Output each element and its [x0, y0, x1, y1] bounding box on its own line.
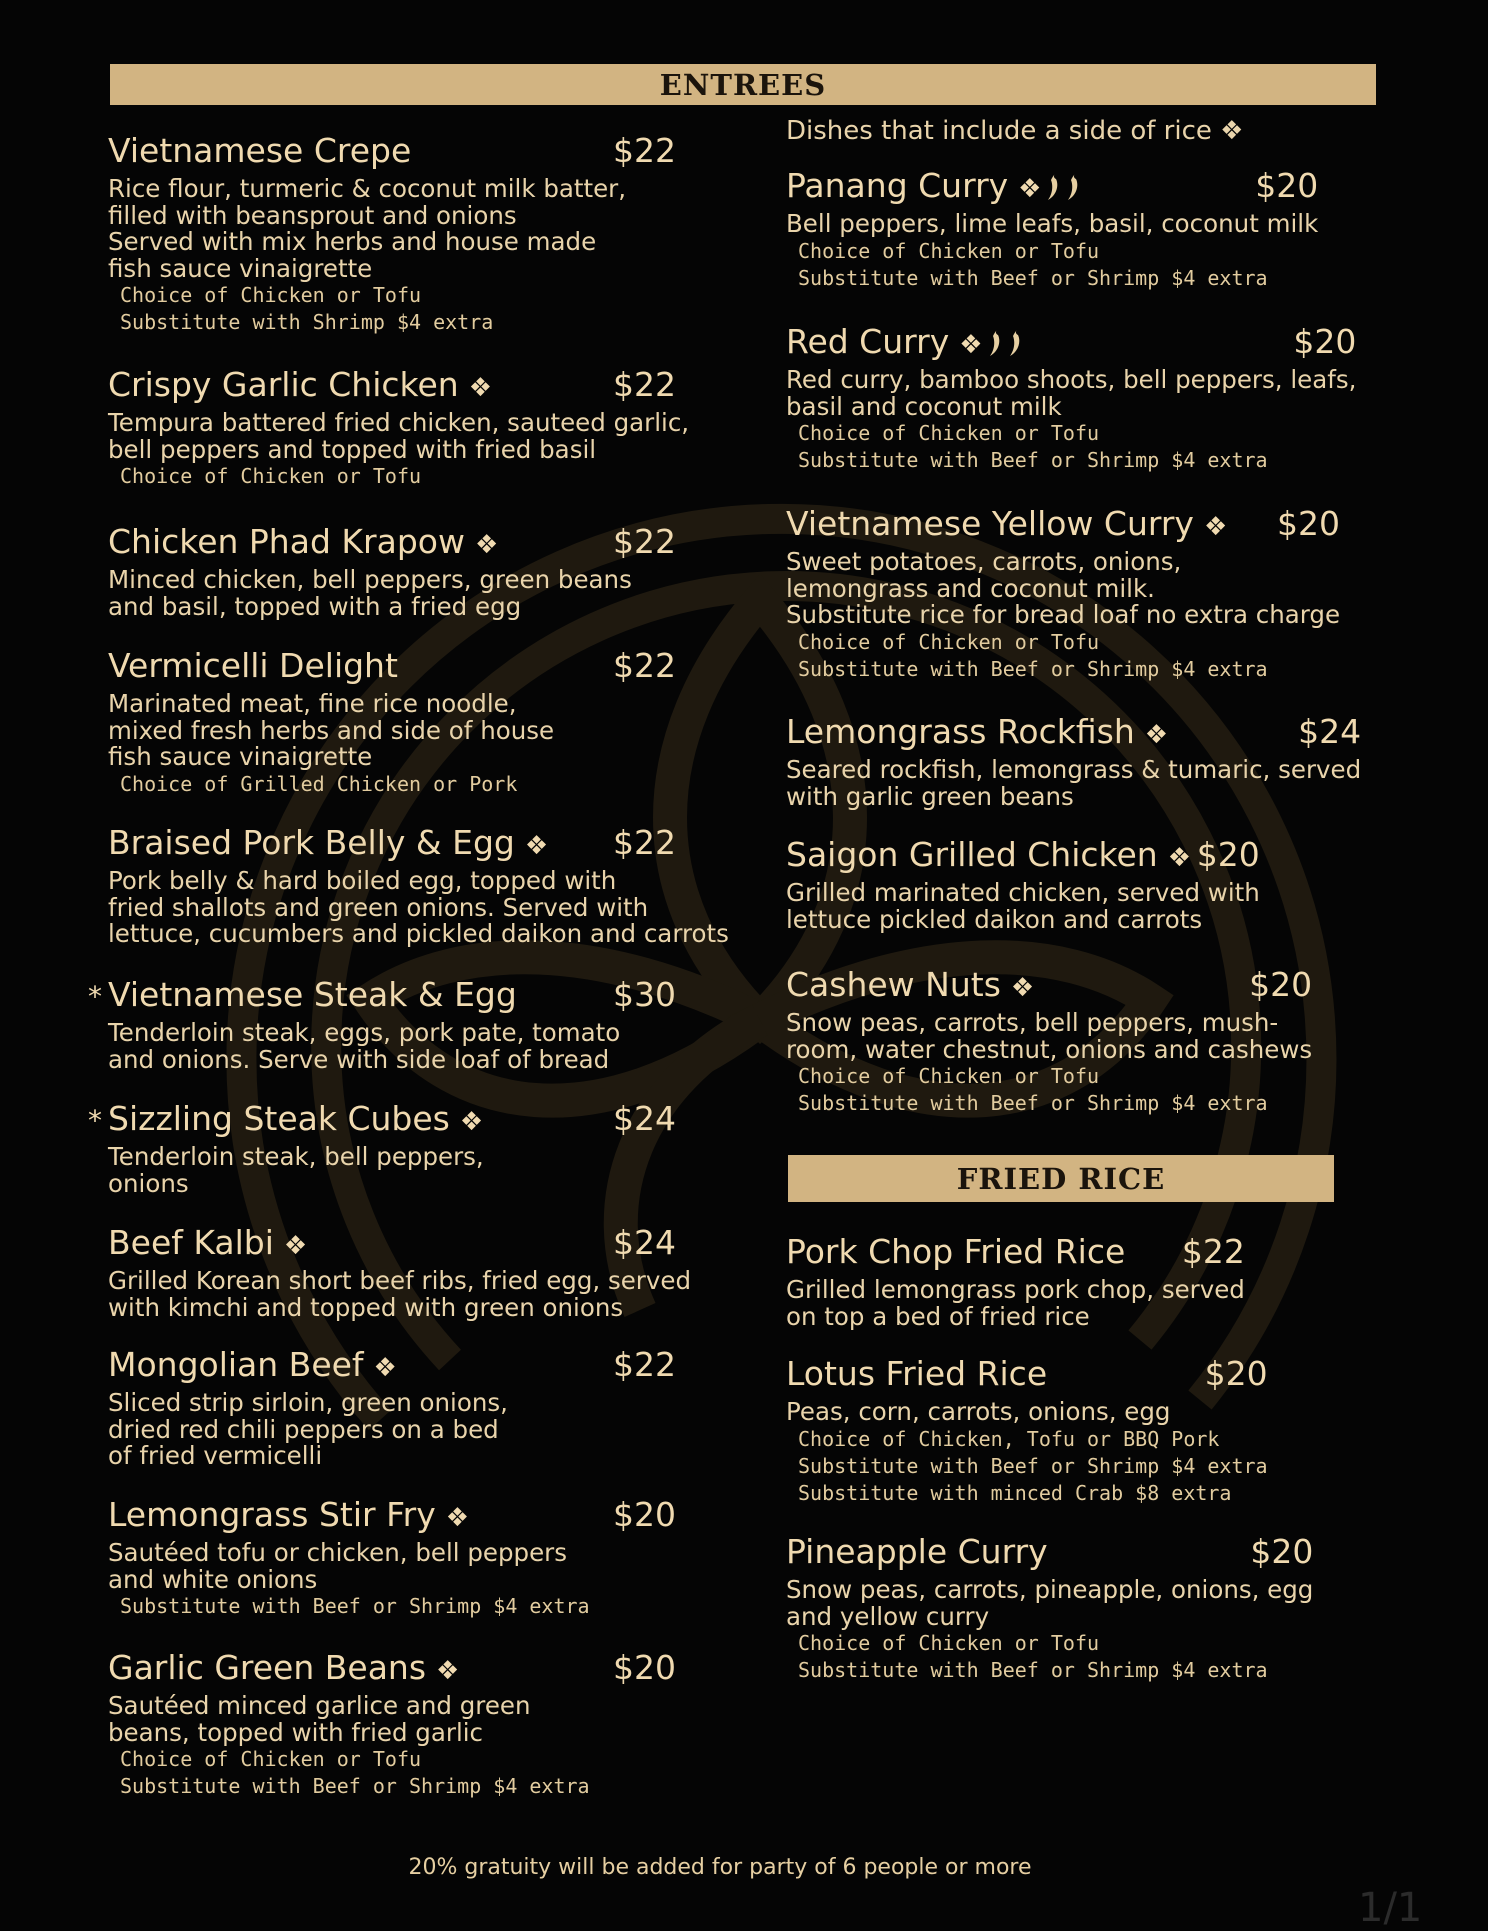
description-line: Red curry, bamboo shoots, bell peppers, leafs, [786, 365, 1357, 394]
menu-item-name-text: Lemongrass Rockfish [786, 712, 1135, 751]
menu-item-header [88, 974, 676, 1016]
menu-item-name [786, 322, 1023, 361]
menu-item-name [108, 1345, 397, 1384]
menu-item-name [786, 835, 1191, 874]
menu-item-header [786, 1353, 1268, 1395]
description-line: Substitute rice for bread loaf no extra charge [786, 600, 1341, 629]
description-line: fish sauce vinaigrette [108, 742, 373, 771]
menu-item-name-text: Mongolian Beef [108, 1345, 364, 1384]
description-line: Sweet potatoes, carrots, onions, [786, 547, 1182, 576]
menu-item-header [108, 1494, 676, 1536]
menu-item-option: Choice of Chicken or Tofu [120, 283, 422, 307]
menu-item-name [786, 166, 1081, 205]
chili-pepper-icon [1045, 165, 1061, 207]
menu-item-option: Choice of Chicken or Tofu [798, 1631, 1100, 1655]
menu-item [88, 974, 676, 1074]
menu-item-price: $22 [613, 522, 676, 561]
menu-item-price: $22 [613, 823, 676, 862]
description-line: Sliced strip sirloin, green onions, [108, 1388, 508, 1417]
menu-item-option: Substitute with Beef or Shrimp $4 extra [798, 1658, 1268, 1682]
description-line: with kimchi and topped with green onions [108, 1292, 624, 1322]
menu-item-header [786, 165, 1318, 207]
menu-item-name [786, 712, 1168, 751]
menu-item-price: $20 [1255, 166, 1319, 205]
menu-item-option: Substitute with Shrimp $4 extra [120, 310, 494, 334]
menu-item-option: Substitute with Beef or Shrimp $4 extra [798, 1453, 1268, 1478]
menu-item-description [786, 880, 1260, 933]
menu-item-name-text: Saigon Grilled Chicken [786, 835, 1158, 874]
description-line: Grilled marinated chicken, served with [786, 878, 1260, 907]
menu-item-price: $24 [1298, 712, 1362, 751]
description-line: Bell peppers, lime leafs, basil, coconut milk [786, 209, 1319, 238]
description-line: and yellow curry [786, 1601, 990, 1631]
menu-item-option: Substitute with Beef or Shrimp $4 extra [120, 1594, 590, 1618]
menu-item-name [108, 365, 492, 404]
menu-item-name [108, 1648, 459, 1687]
menu-item-option: Choice of Chicken or Tofu [798, 238, 1100, 263]
menu-item-header [786, 964, 1312, 1006]
description-line: and onions. Serve with side loaf of bread [108, 1044, 610, 1074]
description-line: Sautéed minced garlice and green [108, 1691, 531, 1720]
menu-item-name-text: Lemongrass Stir Fry [108, 1495, 436, 1534]
rice-side-note: Dishes that include a side of rice ❖ [786, 116, 1244, 146]
menu-item-price: $22 [613, 365, 676, 404]
description-line: Tenderloin steak, eggs, pork pate, tomato [108, 1018, 621, 1047]
description-line: Peas, corn, carrots, onions, egg [786, 1397, 1171, 1426]
description-line: Minced chicken, bell peppers, green beans [108, 565, 632, 594]
description-line: of fried vermicelli [108, 1441, 323, 1470]
menu-item-description [786, 1277, 1245, 1330]
description-line: Tenderloin steak, bell peppers, [108, 1142, 484, 1171]
menu-item-header [786, 1231, 1245, 1273]
description-line: Served with mix herbs and house made [108, 227, 597, 256]
menu-item-option: Substitute with Beef or Shrimp $4 extra [798, 265, 1268, 290]
menu-item-option: Substitute with minced Crab $8 extra [798, 1480, 1232, 1505]
menu-item-option: Choice of Chicken or Tofu [798, 421, 1100, 445]
menu-item-description [108, 1390, 508, 1470]
menu-item-header [108, 1344, 676, 1386]
menu-item-name [88, 1099, 484, 1138]
description-line: mixed fresh herbs and side of house [108, 715, 555, 745]
description-line: and white onions [108, 1564, 318, 1594]
menu-item-name-text: Pork Chop Fried Rice [786, 1232, 1126, 1271]
menu-item-price: $24 [613, 1223, 676, 1262]
menu-item [108, 645, 676, 798]
rice-side-icon: ❖ [474, 530, 499, 560]
description-line: onions [108, 1168, 189, 1198]
menu-item-price: $20 [1250, 1532, 1314, 1571]
menu-item [88, 1098, 676, 1198]
menu-item-option: Substitute with Beef or Shrimp $4 extra [798, 1091, 1268, 1115]
menu-item-name [108, 1223, 307, 1262]
menu-item-description [786, 549, 1340, 629]
description-line: Pork belly & hard boiled egg, topped with [108, 866, 617, 895]
description-line: lemongrass and coconut milk. [786, 573, 1155, 603]
menu-item-description [108, 1268, 691, 1321]
description-line: Snow peas, carrots, pineapple, onions, egg [786, 1575, 1314, 1604]
menu-item-price: $22 [1181, 1232, 1245, 1271]
description-line: and basil, topped with a fried egg [108, 591, 522, 621]
rice-side-icon: ❖ [283, 1231, 308, 1261]
menu-item-option: Choice of Chicken, Tofu or BBQ Pork [798, 1426, 1220, 1451]
description-line: on top a bed of fried rice [786, 1301, 1090, 1331]
menu-item-name-text: Chicken Phad Krapow [108, 522, 465, 561]
menu-item-header [786, 503, 1340, 545]
rice-side-icon: ❖ [1203, 512, 1228, 542]
menu-item-header [108, 130, 676, 172]
menu-item-description [786, 1010, 1312, 1063]
menu-item-option: Choice of Chicken or Tofu [798, 629, 1100, 654]
menu-item-name-text: Vietnamese Crepe [108, 131, 412, 170]
rice-side-icon: ❖ [1167, 843, 1191, 873]
rice-side-icon: ❖ [468, 373, 493, 403]
description-line: fried shallots and green onions. Served with [108, 892, 649, 922]
menu-item-name [786, 1232, 1125, 1271]
rice-side-icon: ❖ [1144, 720, 1169, 750]
menu-item-name [786, 504, 1227, 543]
menu-item-description [786, 757, 1361, 810]
menu-item-header [786, 711, 1361, 753]
menu-item [786, 1353, 1268, 1507]
menu-item-name-text: Lotus Fried Rice [786, 1354, 1048, 1393]
menu-item [108, 130, 676, 336]
menu-item-price: $20 [1204, 1354, 1268, 1393]
menu-item-description [786, 211, 1318, 238]
menu-item-name-text: Crispy Garlic Chicken [108, 365, 459, 404]
menu-item-name [88, 975, 517, 1014]
description-line: Tempura battered fried chicken, sauteed garlic, [108, 408, 690, 437]
description-line: fish sauce vinaigrette [108, 253, 373, 283]
menu-item-price: $24 [613, 1099, 676, 1138]
menu-item-name [108, 131, 411, 170]
asterisk-mark: * [88, 1104, 102, 1137]
menu-item-option: Choice of Chicken or Tofu [120, 1747, 422, 1771]
rice-side-icon: ❖ [524, 831, 549, 861]
menu-item-header [108, 1647, 676, 1689]
menu-item-header [786, 321, 1356, 363]
menu-item-name [786, 1532, 1048, 1571]
menu-item-name-text: Cashew Nuts [786, 965, 1001, 1004]
rice-side-icon: ❖ [1018, 174, 1042, 204]
menu-item [786, 711, 1361, 810]
menu-item-price: $20 [1249, 965, 1313, 1004]
description-line: basil and coconut milk [786, 391, 1062, 421]
description-line: room, water chestnut, onions and cashews [786, 1034, 1313, 1064]
menu-item-description [108, 567, 632, 620]
menu-item [108, 521, 676, 621]
menu-item-name [108, 646, 398, 685]
gratuity-note: 20% gratuity will be added for party of 6 people or more [408, 1855, 1032, 1880]
menu-item [108, 1222, 691, 1321]
rice-side-icon: ❖ [373, 1353, 397, 1383]
menu-item [108, 1494, 676, 1620]
menu-item-name-text: Panang Curry [786, 166, 1009, 205]
menu-item-description [108, 1144, 484, 1197]
menu-item-name [786, 965, 1034, 1004]
menu-item [786, 1231, 1245, 1330]
menu-item [108, 364, 689, 490]
menu-item [786, 503, 1340, 683]
menu-item-header [786, 1531, 1313, 1573]
menu-item-name-text: Pineapple Curry [786, 1532, 1048, 1571]
chili-pepper-icon [1007, 321, 1023, 363]
menu-item-name-text: Braised Pork Belly & Egg [108, 823, 515, 862]
menu-item [786, 1531, 1313, 1684]
menu-item-price: $22 [613, 1345, 676, 1384]
menu-item-name-text: Vermicelli Delight [108, 646, 398, 685]
rice-side-icon: ❖ [445, 1503, 470, 1533]
menu-item [786, 964, 1312, 1117]
description-line: Seared rockfish, lemongrass & tumaric, served [786, 755, 1362, 784]
menu-item-name [786, 1354, 1047, 1393]
section-header-fried-rice: FRIED RICE [788, 1155, 1334, 1202]
menu-item-name-text: Vietnamese Steak & Egg [108, 975, 517, 1014]
menu-item-price: $20 [613, 1648, 676, 1687]
menu-item-description [108, 410, 689, 463]
menu-item-header [786, 834, 1260, 876]
description-line: with garlic green beans [786, 781, 1074, 811]
menu-item-name [108, 522, 498, 561]
description-line: Sautéed tofu or chicken, bell peppers [108, 1538, 568, 1567]
menu-item-description [108, 868, 729, 948]
menu-item [786, 834, 1260, 933]
menu-item-header [88, 1098, 676, 1140]
chili-pepper-icon [1065, 165, 1081, 207]
menu-item-price: $20 [1293, 322, 1357, 361]
rice-side-icon: ❖ [436, 1656, 460, 1686]
menu-item-price: $20 [1277, 504, 1341, 543]
description-line: Grilled Korean short beef ribs, fried egg, served [108, 1266, 691, 1295]
menu-item-description [108, 691, 554, 771]
menu-item-price: $20 [613, 1495, 676, 1534]
description-line: beans, topped with fried garlic [108, 1717, 484, 1747]
description-line: Grilled lemongrass pork chop, served [786, 1275, 1245, 1304]
menu-item-name-text: Vietnamese Yellow Curry [786, 504, 1194, 543]
menu-item-header [108, 364, 689, 406]
description-line: lettuce pickled daikon and carrots [786, 904, 1203, 934]
menu-item-header [108, 521, 676, 563]
rice-side-icon: ❖ [459, 1107, 484, 1137]
menu-item-description [786, 367, 1356, 420]
menu-item-name-text: Red Curry [786, 322, 950, 361]
menu-item [108, 1647, 676, 1800]
menu-item-option: Substitute with Beef or Shrimp $4 extra [798, 656, 1268, 681]
menu-item-option: Choice of Grilled Chicken or Pork [120, 771, 518, 796]
menu-item-header [108, 1222, 691, 1264]
menu-item-price: $22 [613, 131, 676, 170]
menu-item [786, 165, 1318, 292]
menu-item-name-text: Garlic Green Beans [108, 1648, 427, 1687]
description-line: Marinated meat, fine rice noodle, [108, 689, 517, 718]
rice-side-icon: ❖ [1010, 973, 1035, 1003]
rice-side-icon: ❖ [959, 330, 983, 360]
menu-item [786, 321, 1356, 474]
menu-item-header [108, 645, 676, 687]
menu-item-description [108, 176, 626, 282]
chili-pepper-icon [987, 321, 1003, 363]
menu-item-description [786, 1399, 1268, 1426]
description-line: filled with beansprout and onions [108, 200, 517, 230]
menu-item-header [108, 822, 729, 864]
menu-item [108, 822, 729, 948]
menu-item-description [108, 1693, 590, 1746]
description-line: Snow peas, carrots, bell peppers, mush- [786, 1008, 1279, 1037]
description-line: Rice flour, turmeric & coconut milk batter, [108, 174, 627, 203]
menu-item [108, 1344, 676, 1470]
menu-item-description [108, 1020, 620, 1073]
menu-item-name-text: Beef Kalbi [108, 1223, 274, 1262]
menu-item-price: $30 [613, 975, 676, 1014]
description-line: bell peppers and topped with fried basil [108, 434, 597, 464]
menu-item-option: Substitute with Beef or Shrimp $4 extra [798, 448, 1268, 472]
menu-item-price: $22 [613, 646, 676, 685]
page-number: 1/1 [1358, 1885, 1423, 1931]
menu-item-name [108, 823, 548, 862]
menu-item-name-text: Sizzling Steak Cubes [108, 1099, 450, 1138]
menu-item-description [108, 1540, 590, 1593]
description-line: lettuce, cucumbers and pickled daikon and carrots [108, 919, 729, 948]
description-line: dried red chili peppers on a bed [108, 1414, 499, 1444]
asterisk-mark: * [88, 980, 102, 1013]
menu-item-option: Substitute with Beef or Shrimp $4 extra [120, 1774, 590, 1798]
menu-item-description [786, 1577, 1313, 1630]
section-header-entrees: ENTREES [110, 64, 1376, 105]
menu-item-option: Choice of Chicken or Tofu [120, 464, 422, 488]
menu-item-option: Choice of Chicken or Tofu [798, 1064, 1100, 1088]
menu-item-price: $20 [1196, 835, 1260, 874]
menu-item-name [108, 1495, 469, 1534]
